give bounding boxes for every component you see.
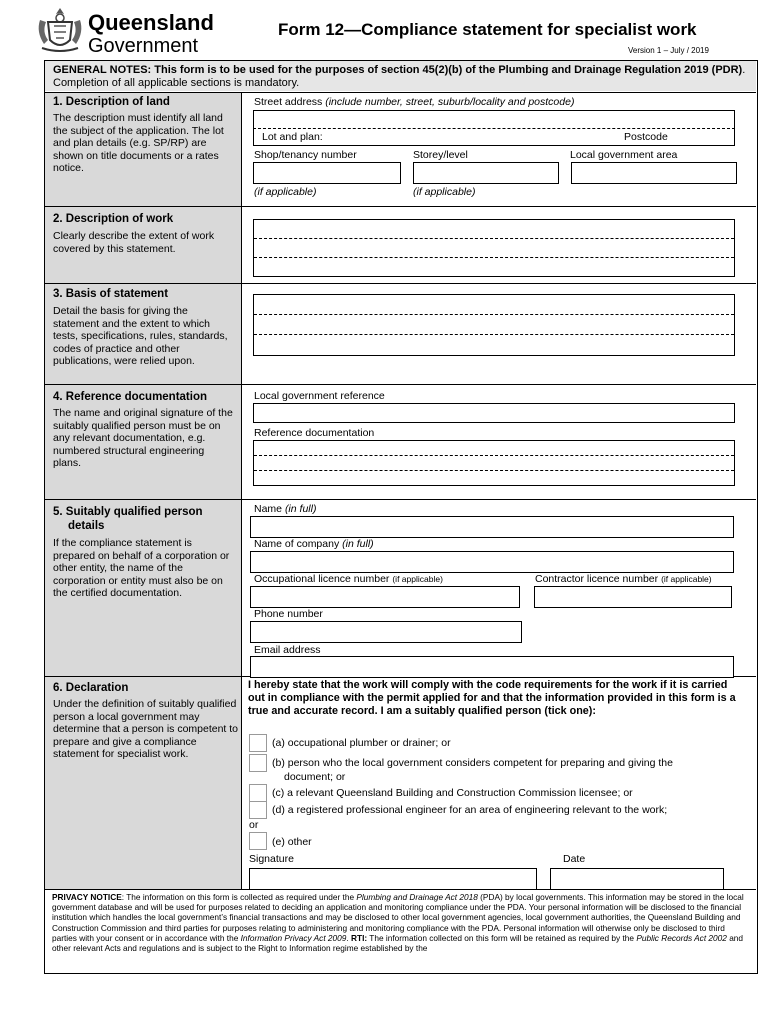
storey-level-input[interactable] xyxy=(413,162,559,184)
shop-tenancy-label: Shop/tenancy number xyxy=(254,149,357,161)
signature-input[interactable] xyxy=(249,868,537,890)
queensland-government-logo xyxy=(34,4,224,56)
local-government-reference-label: Local government reference xyxy=(254,390,385,402)
company-name-input[interactable] xyxy=(250,551,734,573)
privacy-notice: PRIVACY NOTICE: The information on this form is collected as required under the Plumbing and Drainage Act 2018 (PDA) by local governments. This information may be stored in the local government database and will be used for purposes related to deciding an application and monitoring compliance under the PDA. Your personal information will be disclosed to the financial institution which handles the local government’s financial transactions and may be disclosed to other local government agencies, local government authorities, the Queensland Building and Construction Commission and third parties for purposes relating to administering and monitoring compliance with the PDA. Personal information will otherwise only be disclosed to third parties with your consent or in accordance with the Information Privacy Act 2009. RTI: The information collected on this form will be retained as required by the Public Records Act 2002 and other relevant Acts and regulations and is subject to the Right to Information regime established by the xyxy=(52,892,744,954)
shop-if-applicable: (if applicable) xyxy=(254,186,317,198)
option-d-checkbox[interactable] xyxy=(249,801,267,819)
storey-level-label: Storey/level xyxy=(413,149,468,161)
reference-documentation-input[interactable] xyxy=(253,440,735,486)
storey-if-applicable: (if applicable) xyxy=(413,186,476,198)
section-2-heading: 2. Description of work xyxy=(53,213,174,225)
general-notes-rest: . Completion of all applicable sections is mandatory. xyxy=(53,64,746,89)
local-government-reference-input[interactable] xyxy=(253,403,735,423)
option-b-label-cont: document; or xyxy=(284,771,346,783)
brand-line-2: Government xyxy=(88,35,199,57)
coat-of-arms-icon xyxy=(34,4,86,56)
street-address-input[interactable] xyxy=(253,110,735,130)
brand-line-1: Queensland xyxy=(88,10,214,35)
local-government-area-label: Local government area xyxy=(570,149,678,161)
contractor-licence-label: Contractor licence number (if applicable) xyxy=(535,573,712,585)
option-e-checkbox[interactable] xyxy=(249,832,267,850)
section-5-heading-details: details xyxy=(68,520,105,532)
option-e-label: (e) other xyxy=(272,836,312,848)
general-notes-bold: GENERAL NOTES: This form is to be used for the purposes of section 45(2)(b) of the Plumbing and Drainage Regulation 2019 (PDR) xyxy=(53,64,743,76)
street-address-label: Street address (include number, street, suburb/locality and postcode) xyxy=(254,96,575,108)
section-5-description: If the compliance statement is prepared on behalf of a corporation or other entity, the name of the corporation or entity must also be on the certified documentation. xyxy=(53,537,230,599)
phone-number-input[interactable] xyxy=(250,621,522,643)
option-c-label: (c) a relevant Queensland Building and Construction Commission licensee; or xyxy=(272,787,633,799)
postcode-label: Postcode xyxy=(624,131,668,143)
basis-of-statement-input[interactable] xyxy=(253,294,735,356)
section-4-description: The name and original signature of the suitably qualified person must be on any relevant documentation, e.g. numbered structural engineering plans. xyxy=(53,407,233,469)
occupational-licence-input[interactable] xyxy=(250,586,520,608)
reference-documentation-label: Reference documentation xyxy=(254,427,375,439)
shop-tenancy-input[interactable] xyxy=(253,162,401,184)
email-address-input[interactable] xyxy=(250,656,734,678)
section-5-heading: 5. Suitably qualified person xyxy=(53,506,203,518)
section-1-description: The description must identify all land the subject of the application. The lot and plan details (e.g. SP/RP) are shown on title documents or a rates notice. xyxy=(53,112,224,174)
local-government-area-input[interactable] xyxy=(571,162,737,184)
option-d-label: (d) a registered professional engineer for an area of engineering relevant to the work; xyxy=(272,804,668,816)
signature-label: Signature xyxy=(249,853,294,865)
version-label: Version 1 – July / 2019 xyxy=(628,46,709,55)
option-b-checkbox[interactable] xyxy=(249,754,267,772)
phone-number-label: Phone number xyxy=(254,608,323,620)
general-notes xyxy=(45,61,756,91)
section-1-heading: 1. Description of land xyxy=(53,96,170,108)
name-label: Name (in full) xyxy=(254,503,317,515)
occupational-licence-label: Occupational licence number (if applicable) xyxy=(254,573,443,585)
form-title: Form 12—Compliance statement for specialist work xyxy=(278,20,697,39)
street-address-hint: (include number, street, suburb/locality and postcode) xyxy=(325,96,575,108)
option-c-checkbox[interactable] xyxy=(249,784,267,802)
section-4-heading: 4. Reference documentation xyxy=(53,391,208,403)
contractor-licence-input[interactable] xyxy=(534,586,732,608)
company-name-label: Name of company (in full) xyxy=(254,538,374,550)
section-3-heading: 3. Basis of statement xyxy=(53,288,169,300)
name-input[interactable] xyxy=(250,516,734,538)
section-6-description: Under the definition of suitably qualified person a local government may determine that a person is competent to prepare and give a compliance statement for specialist work. xyxy=(53,698,239,760)
section-3-description: Detail the basis for giving the statement and the extent to which tests, specifications, rules, standards, codes of practice and other publications, were relied upon. xyxy=(53,305,228,367)
option-a-label: (a) occupational plumber or drainer; or xyxy=(272,737,451,749)
or-label: or xyxy=(249,819,259,831)
option-a-checkbox[interactable] xyxy=(249,734,267,752)
section-2-description: Clearly describe the extent of work covered by this statement. xyxy=(53,230,215,255)
section-6-heading: 6. Declaration xyxy=(53,682,129,694)
description-of-work-input[interactable] xyxy=(253,219,735,277)
lot-and-plan-label: Lot and plan: xyxy=(262,131,323,143)
email-address-label: Email address xyxy=(254,644,321,656)
declaration-statement: I hereby state that the work will comply with the code requirements for the work if it is carried out in compliance with the permit applied for and that the information provided in this form is a true and accurate record. I am a suitably qualified person (tick one): xyxy=(248,679,736,717)
date-label: Date xyxy=(563,853,586,865)
date-input[interactable] xyxy=(550,868,724,890)
option-b-label: (b) person who the local government considers competent for preparing and giving the xyxy=(272,757,673,769)
